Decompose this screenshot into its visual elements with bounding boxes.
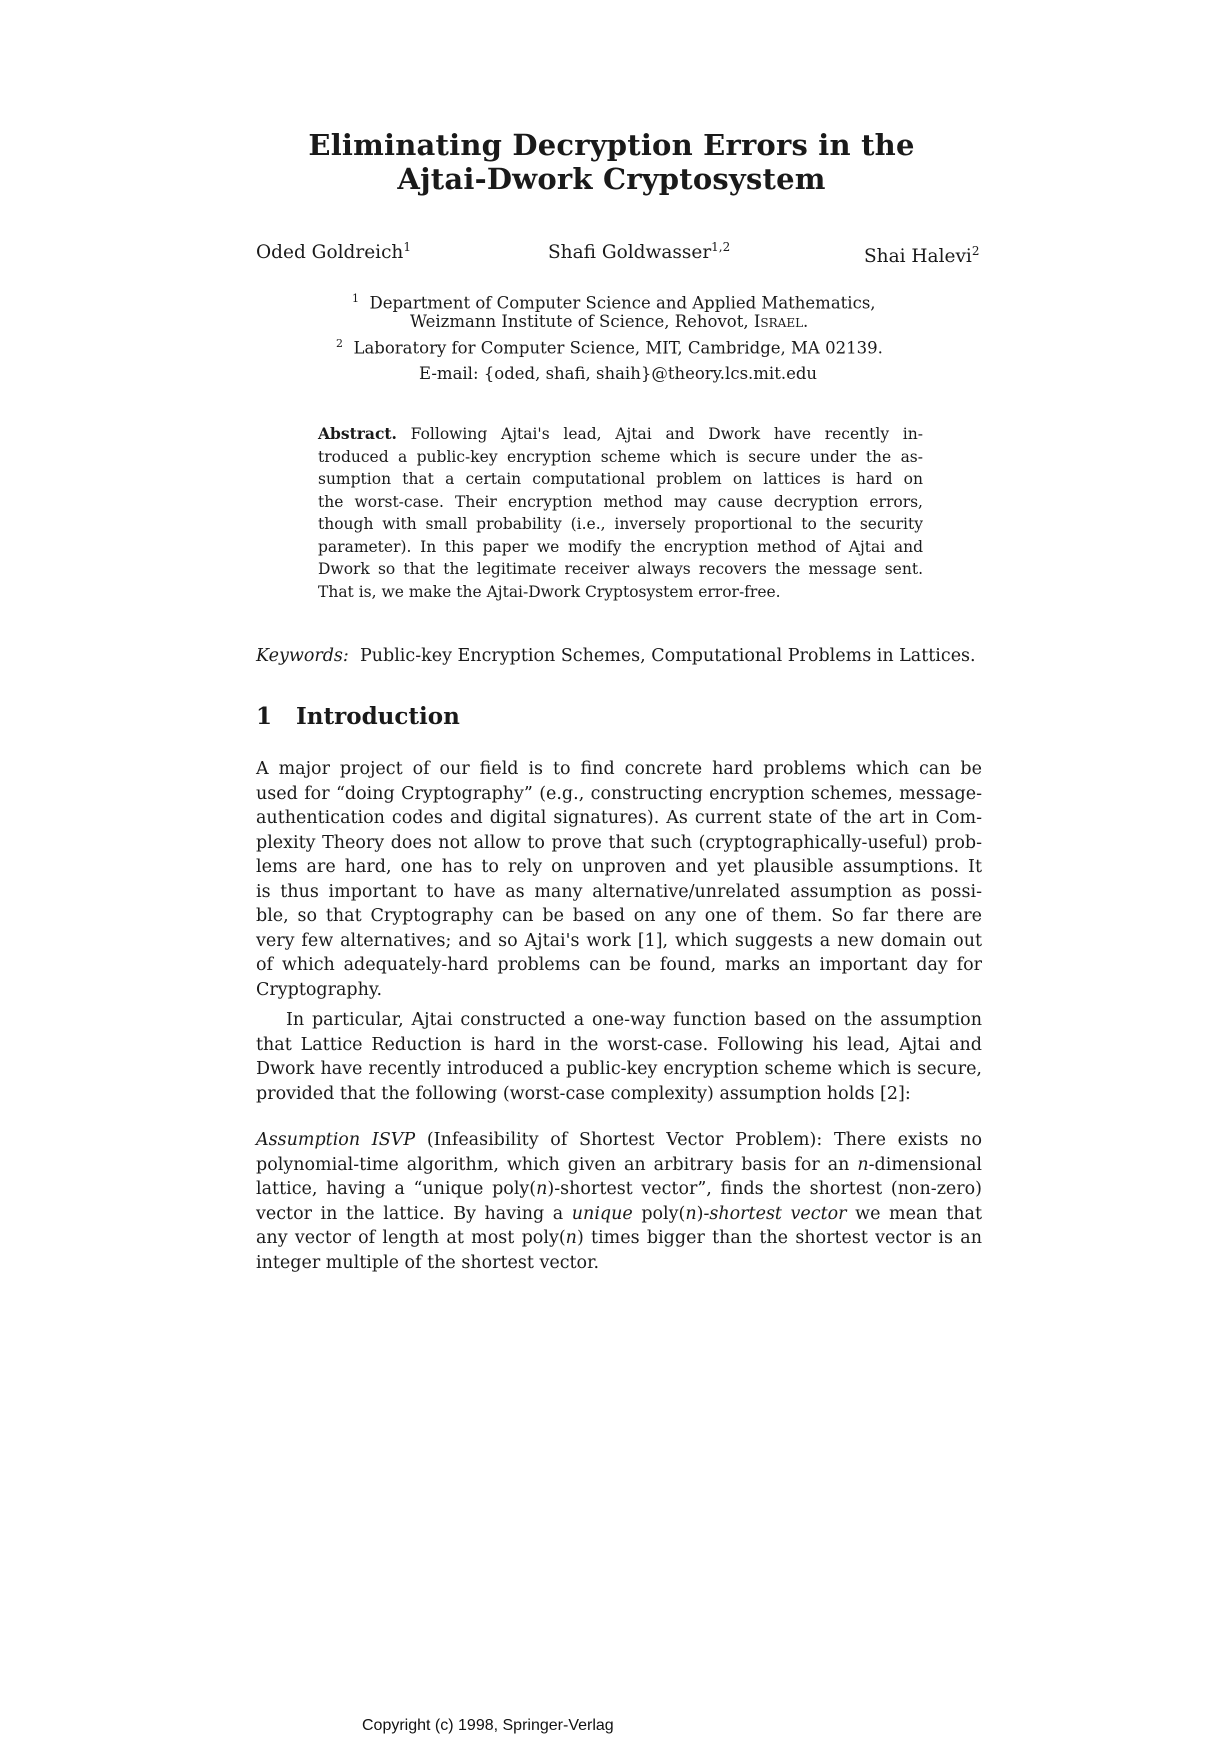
body-line: integer multiple of the shortest vector. (256, 1252, 600, 1273)
body-line: ble, so that Cryptography can be based on any one of them. So far there are (256, 906, 982, 926)
paragraph-2 (256, 1008, 982, 1106)
author-3 (864, 244, 979, 267)
assumption-label: Assumption ISVP (256, 1130, 416, 1150)
body-line: any vector of length at most poly(n) times bigger than the shortest vector is an (256, 1228, 982, 1248)
body-line: very few alternatives; and so Ajtai's work [1], which suggests a new domain out (256, 930, 982, 951)
abstract-line: troduced a public-key encryption scheme which is secure under the as- (318, 447, 923, 466)
abstract-line: parameter). In this paper we modify the encryption method of Ajtai and (318, 537, 923, 556)
copyright-footer: Copyright (c) 1998, Springer-Verlag (362, 1717, 614, 1734)
body-line: is thus important to have as many alternative/unrelated assumption as possi- (256, 881, 982, 902)
body-line: Dwork have recently introduced a public-key encryption scheme which is secure, (256, 1059, 982, 1079)
author-2 (548, 240, 730, 263)
affiliation-1-line-1: $^1$ Department of Computer Science and Applied Mathematics, (352, 292, 876, 313)
body-line: In particular, Ajtai constructed a one-way function based on the assumption (286, 1010, 982, 1030)
author-name: Shai Halevi (864, 246, 972, 268)
body-line: plexity Theory does not allow to prove that such (cryptographically-useful) prob- (256, 832, 982, 853)
section-title: Introduction (296, 703, 460, 730)
abstract-label: Abstract. (318, 424, 397, 443)
abstract-line: Abstract. Following Ajtai's lead, Ajtai and Dwork have recently in- (318, 424, 923, 443)
body-line: lems are hard, one has to rely on unproven and yet plausible assumptions. It (256, 857, 982, 877)
author-affiliation-mark: 2 (971, 244, 980, 258)
title-line-2: Ajtai-Dwork Cryptosystem (397, 162, 826, 196)
affiliation-mark: 2 (336, 337, 343, 350)
assumption-isvp (256, 1128, 982, 1275)
paragraph-1 (256, 757, 982, 1002)
body-line: of which adequately-hard problems can be found, marks an important day for (256, 955, 982, 975)
author-affiliation-mark: 1,2 (711, 240, 731, 254)
body-line: Cryptography. (256, 979, 383, 1000)
body-line: that Lattice Reduction is hard in the worst-case. Following his lead, Ajtai and (256, 1034, 982, 1055)
body-line: Assumption ISVP (Infeasibility of Shortest Vector Problem): There exists no (256, 1130, 982, 1150)
body-line: polynomial-time algorithm, which given an arbitrary basis for an n-dimensional (256, 1154, 982, 1175)
affiliation-1-line-2: Weizmann Institute of Science, Rehovot, Israel. (410, 312, 809, 331)
body-line: authentication codes and digital signatures). As current state of the art in Com- (256, 808, 982, 828)
body-line: A major project of our field is to find concrete hard problems which can be (256, 759, 982, 779)
body-line: provided that the following (worst-case complexity) assumption holds [2]: (256, 1083, 911, 1104)
body-line: vector in the lattice. By having a unique poly(n)-shortest vector we mean that (256, 1203, 982, 1224)
abstract-line: the worst-case. Their encryption method may cause decryption errors, (318, 492, 923, 511)
title-line-1: Eliminating Decryption Errors in the (308, 128, 915, 162)
abstract (318, 423, 923, 603)
author-name: Oded Goldreich (256, 242, 404, 264)
section-heading (256, 703, 460, 730)
affiliation-country: Israel (753, 312, 804, 331)
author-name: Shafi Goldwasser (548, 242, 712, 264)
email-line: E-mail: {oded, shafi, shaih}@theory.lcs.mit.edu (419, 364, 818, 383)
keywords (256, 646, 976, 666)
body-line: lattice, having a “unique poly(n)-shortest vector”, finds the shortest (non-zero) (256, 1179, 982, 1199)
author-affiliation-mark: 1 (403, 240, 411, 254)
keywords-label: Keywords: (256, 646, 349, 666)
body-line: used for “doing Cryptography” (e.g., constructing encryption schemes, message- (256, 783, 982, 804)
author-1 (256, 240, 411, 263)
abstract-line: That is, we make the Ajtai-Dwork Cryptosystem error-free. (318, 582, 781, 601)
affiliation-mark: 1 (352, 292, 359, 305)
abstract-line: sumption that a certain computational problem on lattices is hard on (318, 470, 923, 488)
keywords-text: Public-key Encryption Schemes, Computational Problems in Lattices. (359, 646, 976, 666)
affiliation-2: $^2$ Laboratory for Computer Science, MIT, Cambridge, MA 02139. (336, 337, 883, 358)
abstract-line: though with small probability (i.e., inversely proportional to the security (318, 515, 923, 533)
abstract-line: Dwork so that the legitimate receiver always recovers the message sent. (318, 560, 923, 578)
section-number: 1 (256, 703, 273, 730)
paper-title (0, 128, 1223, 196)
